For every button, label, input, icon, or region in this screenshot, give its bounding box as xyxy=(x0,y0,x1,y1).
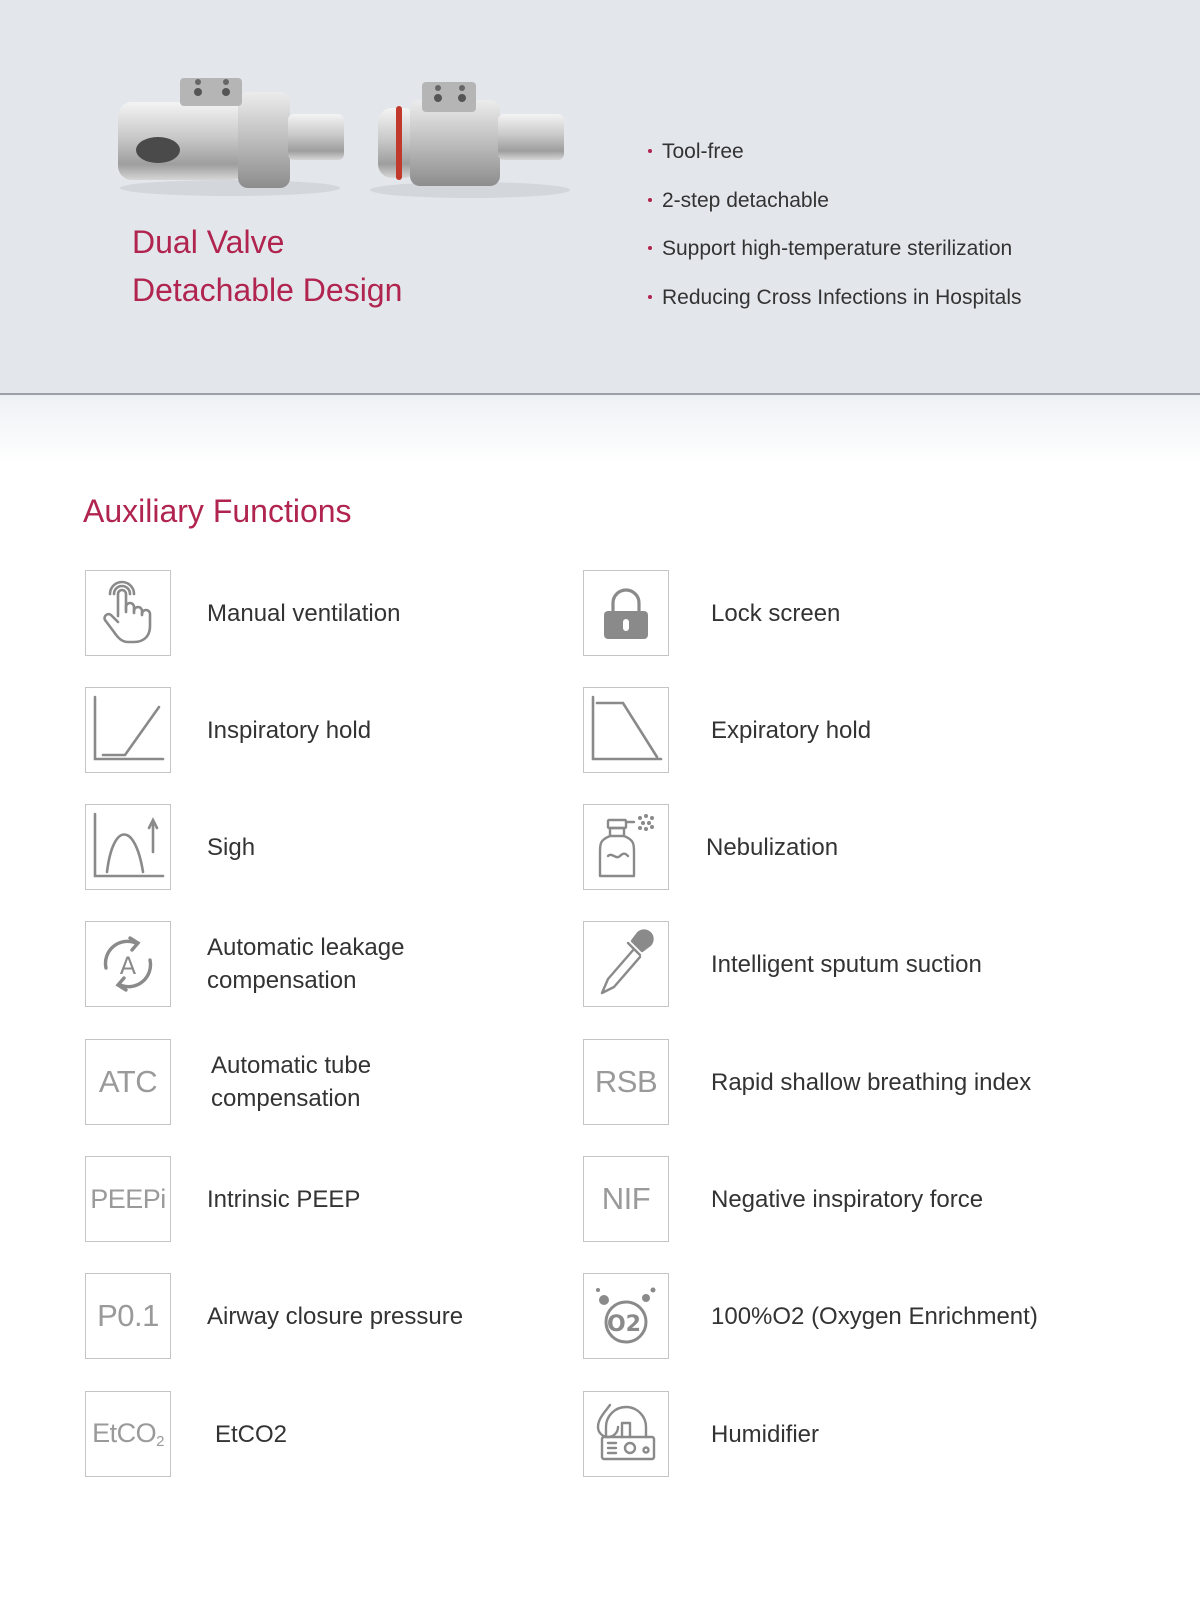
feature-label: Intelligent sputum suction xyxy=(711,950,982,978)
headline-line-1: Dual Valve xyxy=(132,224,285,260)
bullet-item xyxy=(648,137,1022,186)
feature-expiratory-hold xyxy=(583,687,1143,773)
icon-text-subscript: 2 xyxy=(156,1433,164,1450)
nif-text-icon xyxy=(583,1156,669,1242)
feature-label: Negative inspiratory force xyxy=(711,1185,984,1213)
feature-manual-ventilation xyxy=(85,570,645,656)
icon-text: NIF xyxy=(601,1181,651,1216)
etco2-text-icon xyxy=(85,1391,171,1477)
feature-bullets xyxy=(648,137,1022,331)
bullet-dot-icon xyxy=(648,295,652,299)
oxygen-icon-label: O2 xyxy=(606,1312,642,1337)
headline-line-2: Detachable Design xyxy=(132,272,403,308)
feature-label: Nebulization xyxy=(706,833,839,861)
feature-sigh xyxy=(85,804,645,890)
peepi-text-icon xyxy=(85,1156,171,1242)
falling-ramp-icon xyxy=(583,687,669,773)
feature-label: 100%O2 (Oxygen Enrichment) xyxy=(711,1302,1038,1330)
feature-lock-screen xyxy=(583,570,1143,656)
icon-text: ATC xyxy=(98,1064,158,1099)
rsb-text-icon xyxy=(583,1039,669,1125)
feature-label: Expiratory hold xyxy=(711,716,872,744)
feature-label: Inspiratory hold xyxy=(207,716,372,744)
feature-label: Rapid shallow breathing index xyxy=(711,1068,1032,1096)
feature-label: Automatic tube compensation xyxy=(211,1052,372,1112)
valve-right xyxy=(370,82,570,198)
feature-label: Automatic leakage compensation xyxy=(207,934,405,994)
auto-cycle-icon xyxy=(85,921,171,1007)
feature-etco2 xyxy=(85,1391,645,1477)
banner-fade xyxy=(0,395,1200,465)
feature-inspiratory-hold xyxy=(85,687,645,773)
icon-text: PEEPi xyxy=(90,1183,166,1214)
icon-text: P0.1 xyxy=(97,1298,159,1333)
dropper-icon xyxy=(583,921,669,1007)
p01-text-icon xyxy=(85,1273,171,1359)
bullet-text: Support high-temperature sterilization xyxy=(662,237,1013,260)
feature-label: EtCO2 xyxy=(215,1420,288,1448)
design-headline xyxy=(132,218,402,314)
bullet-item xyxy=(648,283,1022,332)
icon-text xyxy=(92,1418,164,1450)
bullet-text: Tool-free xyxy=(662,140,744,163)
humidifier-icon xyxy=(583,1391,669,1477)
feature-nebulization xyxy=(583,804,1143,890)
feature-label: Lock screen xyxy=(711,599,841,627)
icon-text-main: EtCO xyxy=(92,1418,157,1448)
feature-rsb-index xyxy=(583,1039,1143,1125)
feature-airway-closure xyxy=(85,1273,645,1359)
feature-humidifier xyxy=(583,1391,1143,1477)
feature-label: Humidifier xyxy=(711,1420,820,1448)
lock-icon xyxy=(583,570,669,656)
feature-label: Intrinsic PEEP xyxy=(207,1185,361,1213)
bullet-dot-icon xyxy=(648,246,652,250)
nebulizer-bottle-icon xyxy=(583,804,669,890)
auxiliary-title: Auxiliary Functions xyxy=(83,493,352,529)
oxygen-icon xyxy=(583,1273,669,1359)
feature-sputum-suction xyxy=(583,921,1143,1007)
feature-label: Airway closure pressure xyxy=(207,1302,464,1330)
feature-leakage-compensation xyxy=(85,921,645,1007)
icon-text: RSB xyxy=(594,1064,658,1099)
rising-ramp-icon xyxy=(85,687,171,773)
bullet-item xyxy=(648,234,1022,283)
feature-nif xyxy=(583,1156,1143,1242)
feature-tube-compensation xyxy=(85,1039,645,1125)
dual-valve-image xyxy=(110,70,590,210)
bullet-text: 2-step detachable xyxy=(662,188,829,212)
feature-label: Manual ventilation xyxy=(207,599,401,627)
hand-pointer-icon xyxy=(85,570,171,656)
bullet-dot-icon xyxy=(648,198,652,202)
feature-intrinsic-peep xyxy=(85,1156,645,1242)
feature-label: Sigh xyxy=(207,833,256,861)
svg-text:A: A xyxy=(119,952,137,980)
bullet-dot-icon xyxy=(648,149,652,153)
valve-left xyxy=(118,78,344,196)
sigh-curve-icon xyxy=(85,804,171,890)
bullet-text: Reducing Cross Infections in Hospitals xyxy=(662,285,1022,309)
feature-oxygen-enrichment xyxy=(583,1273,1143,1359)
bullet-item xyxy=(648,186,1022,235)
atc-text-icon xyxy=(85,1039,171,1125)
